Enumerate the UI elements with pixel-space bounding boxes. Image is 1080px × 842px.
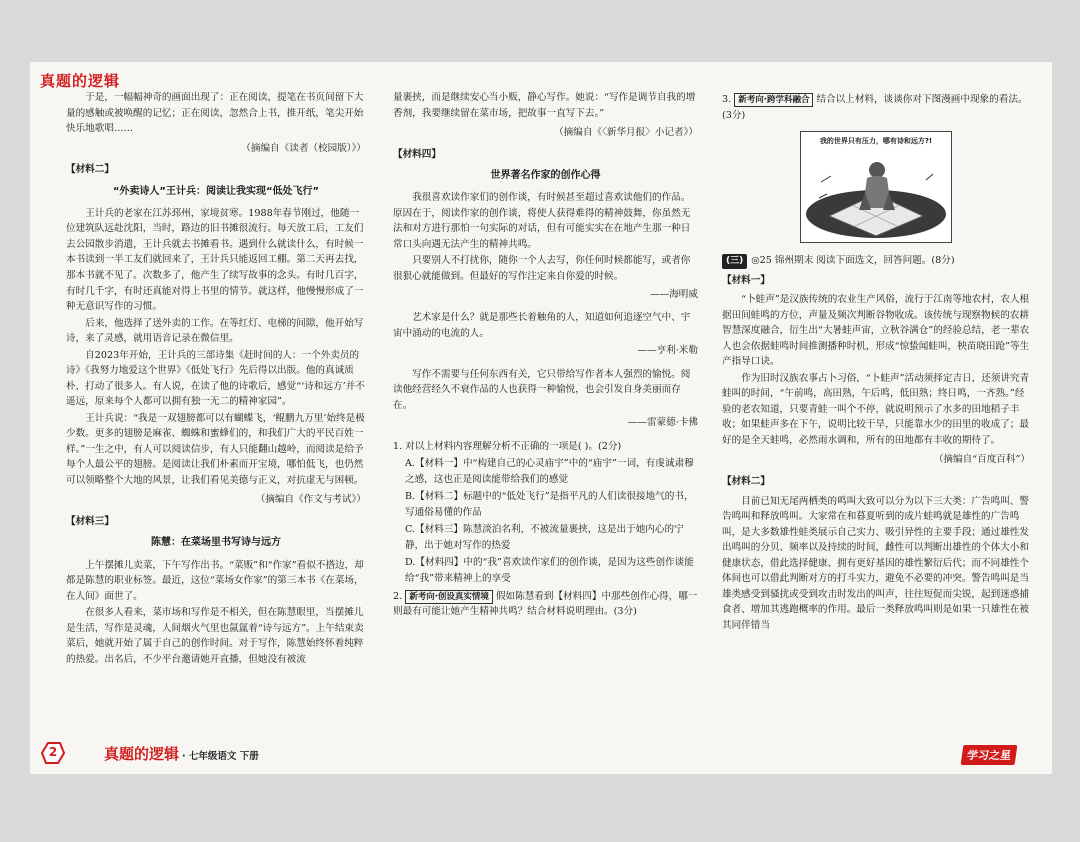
paragraph: “卜蛙声”是汉族传统的农业生产风俗，流行于江南等地农村，农人根据田间蛙鸣的方位，声量及频次判断谷物收成。该传统与现察物候的农耕智慧深度融合，衍生出“大暑蛙声宙，立秋谷满仓”的经验总结，老一辈农人也会依据蛙鸣时间推测播种时机，形成“惊蛰闻蛙叫，秧苗晓田跄”等生产指导口诀。 xyxy=(722,294,1030,368)
paragraph: 目前已知无尾两栖类的鸣叫大致可以分为以下三大类：广告鸣叫、警告鸣叫和释放鸣叫。大家常在和暮夏听到的成片蛙鸣就是雄性的广告鸣叫，是大多数雄性蛙类展示自己实力、吸引异性的主要手段；通过雄性发出鸣叫的分贝、频率以及持续的时间，雌性可以判断出雄性的个体大小和健康状态，借此选择健康、拥有更好基因的雄性繁衍后代；而不同雄性个体间也可以借此判断对方的打斗实力，避免不必要的冲突。警告鸣叫是当雄类感受到骚扰或受到攻击时发出的叫声，往往短促而尖锐，起到迷惑捕食者、增加其逃跑概率的作用。最后一类释放鸣叫则是如果一只雄性在被其同伴错当 xyxy=(722,495,1029,631)
paragraph: 我很喜欢读作家们的创作谈，有时候甚至超过喜欢读他们的作品。原因在于，阅读作家的创作谈，将使人获得难得的精神鼓舞，你虽然无法和对方进行那怕一句实际的对话，但有可能实实在在地产生那一种日常口头向遇无法产生的精神共鸣。 xyxy=(393,192,691,250)
paragraph: 在很多人看来，菜市场和写作是不相关，但在陈慧眼里，当摆摊儿是生活，写作是灵魂，人间烟火气里也氤氲着“诗与远方”。上午结束卖菜后，她就开始了属于自己的创作时间。对于写作，陈慧始终怀着纯粹的热爱。出名后，不少平台邀请她开直播，但她没有被流 xyxy=(66,607,364,665)
section-info: ◎25 锦州期末 阅读下面选文，回答问题。(8分) xyxy=(751,255,955,267)
quote-author: ——雷蒙德·卡佛 xyxy=(627,417,698,429)
paragraph: 王计兵的老家在江苏邳州，家境贫寒。1988年春节刚过，他随一位建筑队远赴沈阳，当时，路边的旧书摊很流行。每天放工后，工友们去公园散步消遣，王计兵就去书摊看书。遇到什么就读什么，有时候一本书读到一半工友们就回来了，王计兵只能返回工棚。第二天再去找，那本书就不见了。次数多了，他产生了续写故事的念头。有时几百字，有时几千字，有时还真能对得上书里的情节。就这样，他慢慢形成了一种无意识写作的习惯。 xyxy=(66,207,364,313)
column-3 xyxy=(722,90,1030,634)
article-title: “外卖诗人”王计兵：阅读让我实现“低处飞行” xyxy=(112,185,320,197)
paragraph: 只要别人不打扰你，随你一个人去写，你任何时候都能写，或者你很狠心就能做到。但最好的写作注定来自你爱的时候。 xyxy=(393,255,691,282)
column-1 xyxy=(66,90,366,668)
question-2: 2. 新考向·创设真实情境 假如陈慧看到【材料四】中那些创作心得，哪一则最有可能让她产生精神共鸣？结合材料说明理由。(3分) xyxy=(393,590,698,618)
article-title: 世界著名作家的创作心得 xyxy=(490,170,601,182)
cartoon-illustration xyxy=(800,131,952,243)
source-note: （摘编自《〈新华月报〉小记者》） xyxy=(554,127,698,139)
footer-subtitle: · 七年级语文 下册 xyxy=(182,751,259,762)
header-title: 真题的逻辑 xyxy=(40,72,121,90)
option-d: D.【材料四】中的“我”喜欢读作家们的创作谈，是因为这些创作谈能给“我”带来精神上的享受 xyxy=(405,557,694,584)
paragraph: 后来，他选择了送外卖的工作。在等红灯、电梯的间隙，他开始写诗，来了灵感，就用语音记录在微信里。 xyxy=(66,317,364,345)
material-label: 【材料二】 xyxy=(66,164,114,176)
cartoon-drawing xyxy=(801,132,951,242)
paragraph: 写作不需要与任何东西有关，它只带给写作者本人强烈的愉悦。阅读他经营经久不衰作品的人也获得一种愉悦，也会引发自身美丽而存在。 xyxy=(393,368,691,411)
question-3 xyxy=(722,92,1030,123)
source-note: （摘编自《读者（校园版）》） xyxy=(241,142,366,154)
quote-author: ——海明威 xyxy=(650,288,698,300)
question-text: 结合以上材料，谈谈你对下图漫画中现象的看法。(3分) xyxy=(722,94,1028,121)
footer-title: 真题的逻辑 xyxy=(104,745,180,763)
option-a: A.【材料一】中“构建自己的心灵庙宇”中的“庙宇”一词，有虔诚肃穆之感，这也正是阅读能带给我们的感觉 xyxy=(405,458,694,485)
brand-logo: 学习之星 xyxy=(961,745,1018,765)
paragraph: 艺术家是什么？就是那些长着触角的人，知道如何追逐空气中、宇宙中涌动的电流的人。 xyxy=(393,312,691,339)
material-label: 【材料三】 xyxy=(66,515,114,527)
quote-author: ——亨利·米勒 xyxy=(637,345,698,357)
material-label: 【材料二】 xyxy=(722,476,770,488)
source-note: （摘编自《作文与考试》） xyxy=(255,494,366,506)
question-tag: 新考向·跨学科融合 xyxy=(734,93,813,107)
page-number: 2 xyxy=(48,745,58,759)
paragraph: 自2023年开始，王计兵的三部诗集《赶时间的人：一个外卖员的诗》《我努力地爱这个世界》《低处飞行》先后得以出版。他的真诚质朴，打动了很多人。有人说，在读了他的诗歌后，感觉“‘诗和远方’并不遥远，原来每个人都可以拥有独一无二的精神家园”。 xyxy=(66,349,365,408)
paragraph: 于是，一幅幅神奇的画面出现了：正在阅读，提笔在书页间留下大量的感触或被唤醒的记忆；正在阅读，忽然合上书，推开纸，笔尖开始快乐地歌唱…… xyxy=(66,92,364,135)
paragraph: 王计兵说：“我是一双翅膀都可以有蝴蝶飞，‘鲲鹏九万里’始终是极少数。更多的翅膀是麻雀、蜘蛛和蜜蜂们的，和我们广大的平民百姓一样。”一生之中，有人可以阅读信步，有人只能翻山越岭，而阅读是给予每个人最公平的翅膀。是阅读让我们朴素而开宝境，哪怕低飞，也仍然可以领略整个大地的风景，让我们看见美德与正义，对抗虚无与困顿。 xyxy=(66,412,365,486)
paragraph: 量裹挟，而是继续安心当小贩，静心写作。她说：“写作是调节自我的增香剂，我要继续留在菜市场，把故事一直写下去。” xyxy=(393,92,696,119)
article-title: 陈慧：在菜场里书写诗与远方 xyxy=(151,537,281,549)
material-label: 【材料四】 xyxy=(393,148,441,160)
source-note: （摘编自“百度百科”） xyxy=(933,454,1030,466)
option-b: B.【材料二】标题中的“低处飞行”是指平凡的人们读很接地气的书，写通俗易懂的作品 xyxy=(405,491,694,518)
question-1: 1. 对以上材料内容理解分析不正确的一项是( )。(2分) xyxy=(393,440,622,452)
paragraph: 上午摆摊儿卖菜，下午写作出书。“菜贩”和“作家”看似不搭边，却都是陈慧的职业标签。最近，这位“菜场女作家”的第三本书《在菜场，在人间》面世了。 xyxy=(66,559,364,602)
question-number: 3. xyxy=(722,94,732,105)
question-tag: 新考向·创设真实情境 xyxy=(405,590,493,604)
section-badge: (三) xyxy=(722,254,747,269)
option-c: C.【材料三】陈慧淡泊名利，不被流量裹挟，这是出于她内心的宁静，出于她对写作的热爱 xyxy=(405,524,684,551)
cartoon-caption: 我的世界只有压力，哪有诗和远方?! xyxy=(819,137,933,146)
section-header xyxy=(722,253,1030,269)
material-label: 【材料一】 xyxy=(722,274,770,286)
question-text: 假如陈慧看到【材料四】中那些创作心得，哪一则最有可能让她产生精神共鸣？结合材料说明理由。(3分) xyxy=(393,590,698,618)
paragraph: 作为旧时汉族农事占卜习俗，“卜蛙声”活动须择定吉日，还须讲究青蛙叫的时间，“午前鸣，高田熟，午后鸣，低田熟；终日鸣，一齐熟。”经验的老农知道，只要青蛙一叫个不停，就说明预示了水多的田地稻子丰收；如果蛙声多在下午，说明比较干旱，只能靠水少的田里的收成了；最好的是全天蛙鸣，必然雨水调和，所有的田地都有丰收的期待了。 xyxy=(722,372,1030,446)
column-2 xyxy=(393,90,698,622)
